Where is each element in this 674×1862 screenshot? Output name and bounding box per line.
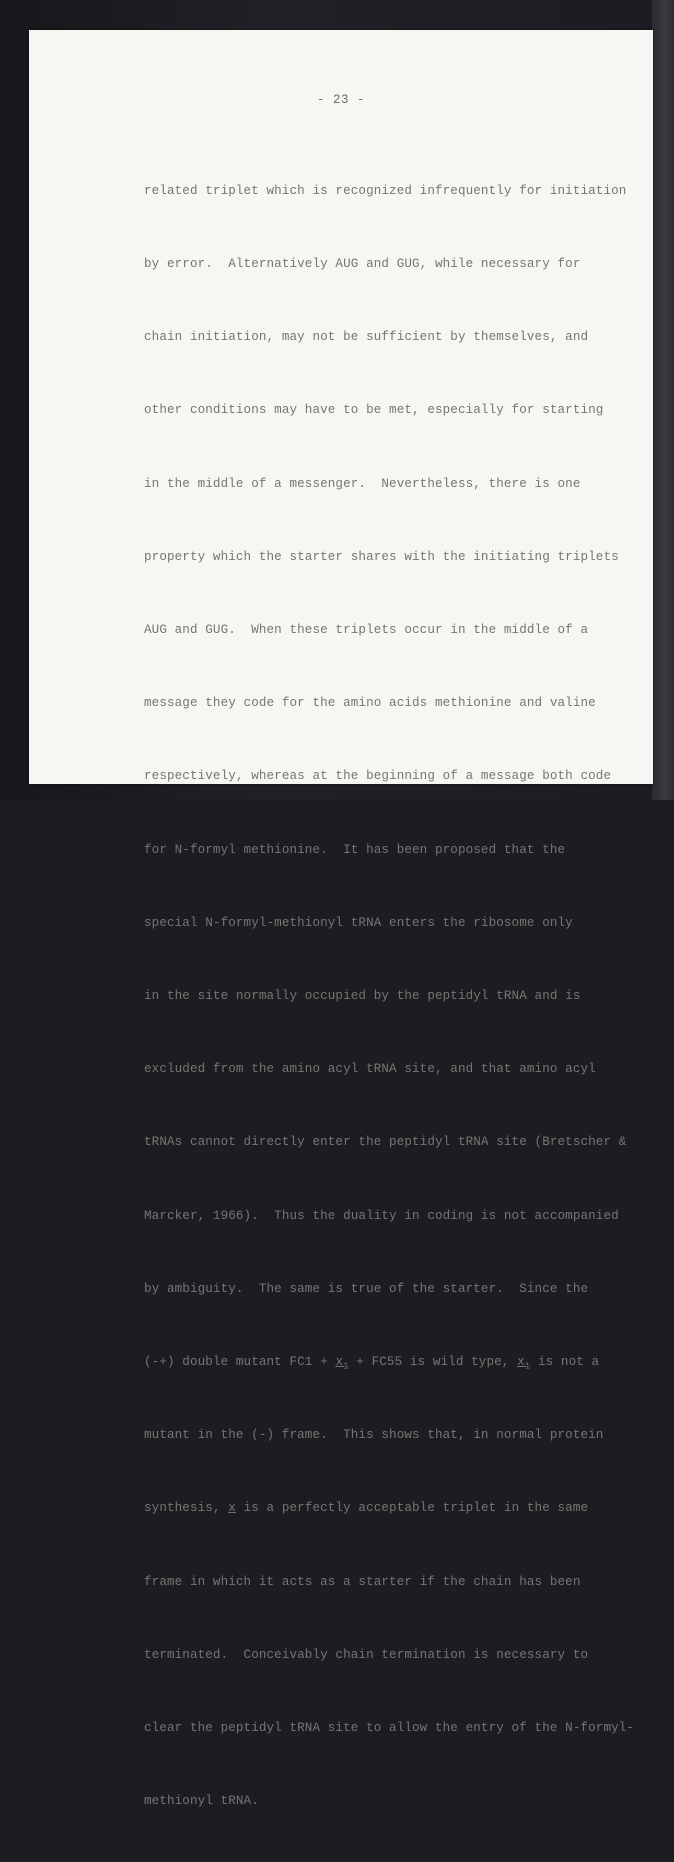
text-segment: is not a bbox=[530, 1355, 600, 1370]
text-segment: + FC55 is wild type, bbox=[348, 1355, 518, 1370]
text-line: AUG and GUG. When these triplets occur in the middle of a bbox=[144, 623, 589, 638]
text-line: message they code for the amino acids methionine and valine bbox=[144, 696, 596, 711]
text-line: related triplet which is recognized infrequently for initiation bbox=[144, 183, 627, 198]
text-line: mutant in the (-) frame. This shows that, in normal protein bbox=[144, 1428, 604, 1443]
text-line: property which the starter shares with the initiating triplets bbox=[144, 549, 619, 564]
text-line: frame in which it acts as a starter if the chain has been bbox=[144, 1574, 581, 1589]
triplet-x1 bbox=[517, 1355, 531, 1372]
text-line: excluded from the amino acyl tRNA site, and that amino acyl bbox=[144, 1062, 596, 1077]
text-line: in the site normally occupied by the peptidyl tRNA and is bbox=[144, 989, 581, 1004]
text-line: clear the peptidyl tRNA site to allow the entry of the N-formyl- bbox=[144, 1721, 635, 1736]
text-line: tRNAs cannot directly enter the peptidyl tRNA site (Bretscher & bbox=[144, 1135, 627, 1150]
text-segment: synthesis, bbox=[144, 1501, 229, 1516]
subscript: 1 bbox=[343, 1361, 349, 1372]
triplet-x1 bbox=[335, 1355, 349, 1372]
variable-x: x bbox=[228, 1501, 236, 1516]
text-segment: (-+) double mutant FC1 + bbox=[144, 1355, 336, 1370]
text-line: in the middle of a messenger. Nevertheless, there is one bbox=[144, 476, 581, 491]
text-line: for N-formyl methionine. It has been proposed that the bbox=[144, 842, 566, 857]
text-line: by error. Alternatively AUG and GUG, while necessary for bbox=[144, 257, 581, 272]
page-number: - 23 - bbox=[316, 93, 365, 107]
variable-x: x bbox=[517, 1355, 525, 1370]
document-page bbox=[29, 30, 653, 1809]
body-text bbox=[144, 130, 644, 1862]
text-line: by ambiguity. The same is true of the starter. Since the bbox=[144, 1281, 589, 1296]
text-segment: is a perfectly acceptable triplet in the same bbox=[235, 1501, 589, 1516]
text-line: terminated. Conceivably chain termination is necessary to bbox=[144, 1647, 589, 1662]
mount-board-edge bbox=[652, 0, 674, 800]
text-line: Marcker, 1966). Thus the duality in coding is not accompanied bbox=[144, 1208, 619, 1223]
text-line: special N-formyl-methionyl tRNA enters the ribosome only bbox=[144, 915, 573, 930]
text-line: methionyl tRNA. bbox=[144, 1794, 259, 1809]
variable-x: x bbox=[335, 1355, 344, 1370]
text-line-double-mutant bbox=[144, 1350, 644, 1374]
text-line: respectively, whereas at the beginning of a message both code bbox=[144, 769, 612, 784]
text-line: other conditions may have to be met, especially for starting bbox=[144, 403, 604, 418]
text-line-synthesis bbox=[144, 1496, 644, 1520]
text-line: chain initiation, may not be sufficient by themselves, and bbox=[144, 330, 589, 345]
subscript: 1 bbox=[524, 1361, 531, 1372]
